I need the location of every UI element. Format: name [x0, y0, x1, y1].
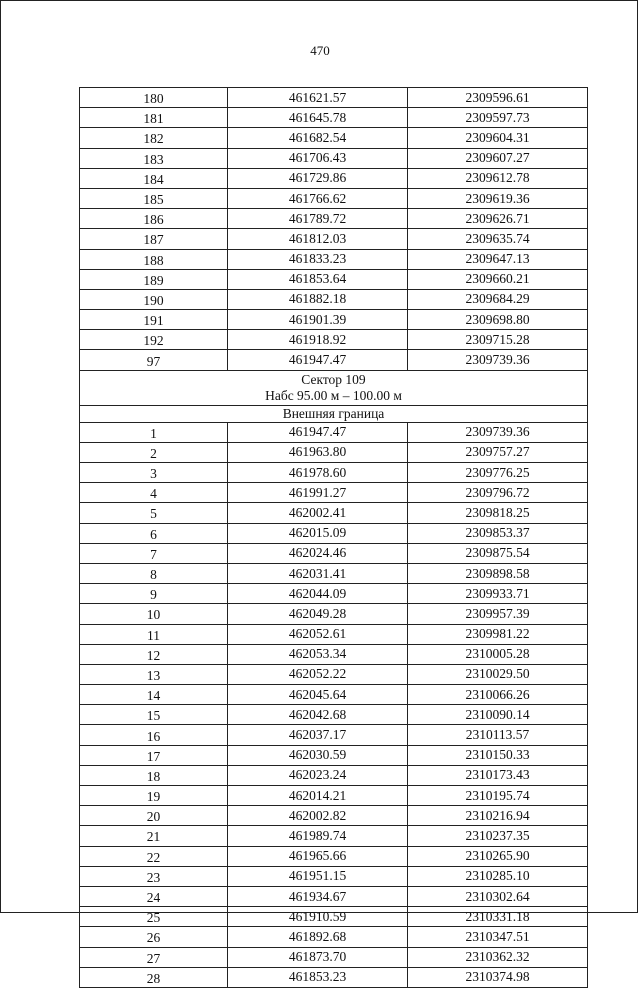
table-row — [80, 422, 588, 442]
point-number: 97 — [80, 350, 228, 370]
coord-y: 2309875.54 — [408, 543, 588, 563]
coord-y: 2310347.51 — [408, 927, 588, 947]
coord-x: 461729.86 — [228, 168, 408, 188]
coord-x: 461934.67 — [228, 886, 408, 906]
table-row — [80, 350, 588, 370]
coord-x: 462031.41 — [228, 563, 408, 583]
coord-x: 462049.28 — [228, 604, 408, 624]
table-row — [80, 927, 588, 947]
table-row — [80, 442, 588, 462]
coord-y: 2310066.26 — [408, 685, 588, 705]
table-row — [80, 967, 588, 987]
coord-x: 461901.39 — [228, 310, 408, 330]
coord-y: 2309604.31 — [408, 128, 588, 148]
boundary-row — [80, 405, 588, 422]
coord-y: 2309776.25 — [408, 463, 588, 483]
sector-title-row — [80, 370, 588, 405]
table-body-bottom — [80, 422, 588, 987]
point-number: 12 — [80, 644, 228, 664]
coord-x: 461882.18 — [228, 289, 408, 309]
point-number: 18 — [80, 765, 228, 785]
point-number: 20 — [80, 806, 228, 826]
coord-y: 2310216.94 — [408, 806, 588, 826]
coord-x: 461706.43 — [228, 148, 408, 168]
coord-y: 2309597.73 — [408, 108, 588, 128]
table-row — [80, 947, 588, 967]
point-number: 24 — [80, 886, 228, 906]
coord-x: 462014.21 — [228, 786, 408, 806]
point-number: 28 — [80, 967, 228, 987]
coord-x: 461965.66 — [228, 846, 408, 866]
coord-y: 2309647.13 — [408, 249, 588, 269]
coord-y: 2309715.28 — [408, 330, 588, 350]
coord-y: 2310285.10 — [408, 866, 588, 886]
coord-y: 2309660.21 — [408, 269, 588, 289]
sector-header — [80, 370, 588, 422]
point-number: 192 — [80, 330, 228, 350]
table-row — [80, 128, 588, 148]
coord-x: 462052.61 — [228, 624, 408, 644]
table-body-top — [80, 88, 588, 371]
table-row — [80, 269, 588, 289]
point-number: 181 — [80, 108, 228, 128]
point-number: 25 — [80, 907, 228, 927]
page-number: 470 — [310, 43, 330, 58]
point-number: 184 — [80, 168, 228, 188]
table-row — [80, 786, 588, 806]
coord-y: 2309698.80 — [408, 310, 588, 330]
coord-y: 2309635.74 — [408, 229, 588, 249]
point-number: 189 — [80, 269, 228, 289]
point-number: 23 — [80, 866, 228, 886]
point-number: 191 — [80, 310, 228, 330]
coord-x: 462002.82 — [228, 806, 408, 826]
table-row — [80, 543, 588, 563]
table-row — [80, 503, 588, 523]
point-number: 26 — [80, 927, 228, 947]
coord-x: 462053.34 — [228, 644, 408, 664]
coord-x: 461833.23 — [228, 249, 408, 269]
point-number: 27 — [80, 947, 228, 967]
coord-x: 461989.74 — [228, 826, 408, 846]
coord-x: 461918.92 — [228, 330, 408, 350]
coord-y: 2310005.28 — [408, 644, 588, 664]
coord-y: 2309626.71 — [408, 209, 588, 229]
point-number: 13 — [80, 664, 228, 684]
table-row — [80, 188, 588, 208]
table-row — [80, 483, 588, 503]
coord-x: 461873.70 — [228, 947, 408, 967]
point-number: 188 — [80, 249, 228, 269]
coord-x: 461766.62 — [228, 188, 408, 208]
coord-x: 462002.41 — [228, 503, 408, 523]
table-row — [80, 523, 588, 543]
point-number: 21 — [80, 826, 228, 846]
coord-x: 462023.24 — [228, 765, 408, 785]
coord-y: 2309607.27 — [408, 148, 588, 168]
table-row — [80, 289, 588, 309]
coordinates-table — [79, 87, 588, 988]
point-number: 22 — [80, 846, 228, 866]
point-number: 15 — [80, 705, 228, 725]
coord-y: 2310302.64 — [408, 886, 588, 906]
coord-y: 2309898.58 — [408, 563, 588, 583]
coord-x: 461963.80 — [228, 442, 408, 462]
table-row — [80, 765, 588, 785]
coord-y: 2309757.27 — [408, 442, 588, 462]
table-row — [80, 886, 588, 906]
coord-y: 2310113.57 — [408, 725, 588, 745]
boundary-label: Внешняя граница — [80, 405, 588, 422]
coord-y: 2309684.29 — [408, 289, 588, 309]
coord-y: 2310237.35 — [408, 826, 588, 846]
table-row — [80, 644, 588, 664]
point-number: 8 — [80, 563, 228, 583]
coord-y: 2309818.25 — [408, 503, 588, 523]
point-number: 10 — [80, 604, 228, 624]
table-row — [80, 209, 588, 229]
table-row — [80, 88, 588, 108]
coord-x: 461853.64 — [228, 269, 408, 289]
coord-x: 461621.57 — [228, 88, 408, 108]
table-row — [80, 584, 588, 604]
coord-y: 2309619.36 — [408, 188, 588, 208]
coord-x: 461910.59 — [228, 907, 408, 927]
coord-x: 462030.59 — [228, 745, 408, 765]
coord-x: 461853.23 — [228, 967, 408, 987]
table-row — [80, 330, 588, 350]
coord-y: 2310150.33 — [408, 745, 588, 765]
coord-y: 2310090.14 — [408, 705, 588, 725]
table-row — [80, 168, 588, 188]
sector-title-cell — [80, 370, 588, 405]
coord-x: 462024.46 — [228, 543, 408, 563]
coord-x: 461951.15 — [228, 866, 408, 886]
point-number: 186 — [80, 209, 228, 229]
coord-y: 2310374.98 — [408, 967, 588, 987]
coord-y: 2309957.39 — [408, 604, 588, 624]
coord-y: 2309981.22 — [408, 624, 588, 644]
coord-y: 2310173.43 — [408, 765, 588, 785]
sector-title: Сектор 109 — [301, 371, 366, 387]
coord-x: 461947.47 — [228, 350, 408, 370]
point-number: 187 — [80, 229, 228, 249]
coord-x: 461812.03 — [228, 229, 408, 249]
point-number: 183 — [80, 148, 228, 168]
coord-x: 462045.64 — [228, 685, 408, 705]
coord-x: 461978.60 — [228, 463, 408, 483]
table-row — [80, 725, 588, 745]
table-row — [80, 249, 588, 269]
table-row — [80, 604, 588, 624]
point-number: 180 — [80, 88, 228, 108]
coord-x: 462052.22 — [228, 664, 408, 684]
table-row — [80, 563, 588, 583]
table-row — [80, 624, 588, 644]
table-row — [80, 664, 588, 684]
coord-y: 2309612.78 — [408, 168, 588, 188]
coord-y: 2309739.36 — [408, 422, 588, 442]
table-row — [80, 229, 588, 249]
table-row — [80, 148, 588, 168]
table-row — [80, 745, 588, 765]
coord-y: 2310362.32 — [408, 947, 588, 967]
coord-x: 461947.47 — [228, 422, 408, 442]
table-row — [80, 463, 588, 483]
point-number: 4 — [80, 483, 228, 503]
coord-y: 2309596.61 — [408, 88, 588, 108]
point-number: 182 — [80, 128, 228, 148]
point-number: 16 — [80, 725, 228, 745]
point-number: 5 — [80, 503, 228, 523]
table-row — [80, 806, 588, 826]
point-number: 17 — [80, 745, 228, 765]
table-row — [80, 826, 588, 846]
coord-x: 461645.78 — [228, 108, 408, 128]
point-number: 9 — [80, 584, 228, 604]
table-row — [80, 310, 588, 330]
coord-x: 461789.72 — [228, 209, 408, 229]
coord-x: 461892.68 — [228, 927, 408, 947]
table-row — [80, 866, 588, 886]
point-number: 6 — [80, 523, 228, 543]
point-number: 2 — [80, 442, 228, 462]
point-number: 11 — [80, 624, 228, 644]
coord-y: 2310195.74 — [408, 786, 588, 806]
coord-y: 2309933.71 — [408, 584, 588, 604]
coord-y: 2309853.37 — [408, 523, 588, 543]
table-row — [80, 846, 588, 866]
point-number: 1 — [80, 422, 228, 442]
point-number: 14 — [80, 685, 228, 705]
point-number: 19 — [80, 786, 228, 806]
coord-x: 462042.68 — [228, 705, 408, 725]
coord-x: 462044.09 — [228, 584, 408, 604]
table-row — [80, 685, 588, 705]
point-number: 7 — [80, 543, 228, 563]
point-number: 185 — [80, 188, 228, 208]
coord-y: 2309739.36 — [408, 350, 588, 370]
point-number: 3 — [80, 463, 228, 483]
table-row — [80, 907, 588, 927]
coord-x: 462015.09 — [228, 523, 408, 543]
coord-y: 2310029.50 — [408, 664, 588, 684]
coord-x: 461682.54 — [228, 128, 408, 148]
table-row — [80, 705, 588, 725]
coord-y: 2309796.72 — [408, 483, 588, 503]
coord-y: 2310265.90 — [408, 846, 588, 866]
sector-height-range: Набс 95.00 м – 100.00 м — [265, 387, 402, 403]
point-number: 190 — [80, 289, 228, 309]
table-row — [80, 108, 588, 128]
coord-x: 461991.27 — [228, 483, 408, 503]
coord-y: 2310331.18 — [408, 907, 588, 927]
coord-x: 462037.17 — [228, 725, 408, 745]
